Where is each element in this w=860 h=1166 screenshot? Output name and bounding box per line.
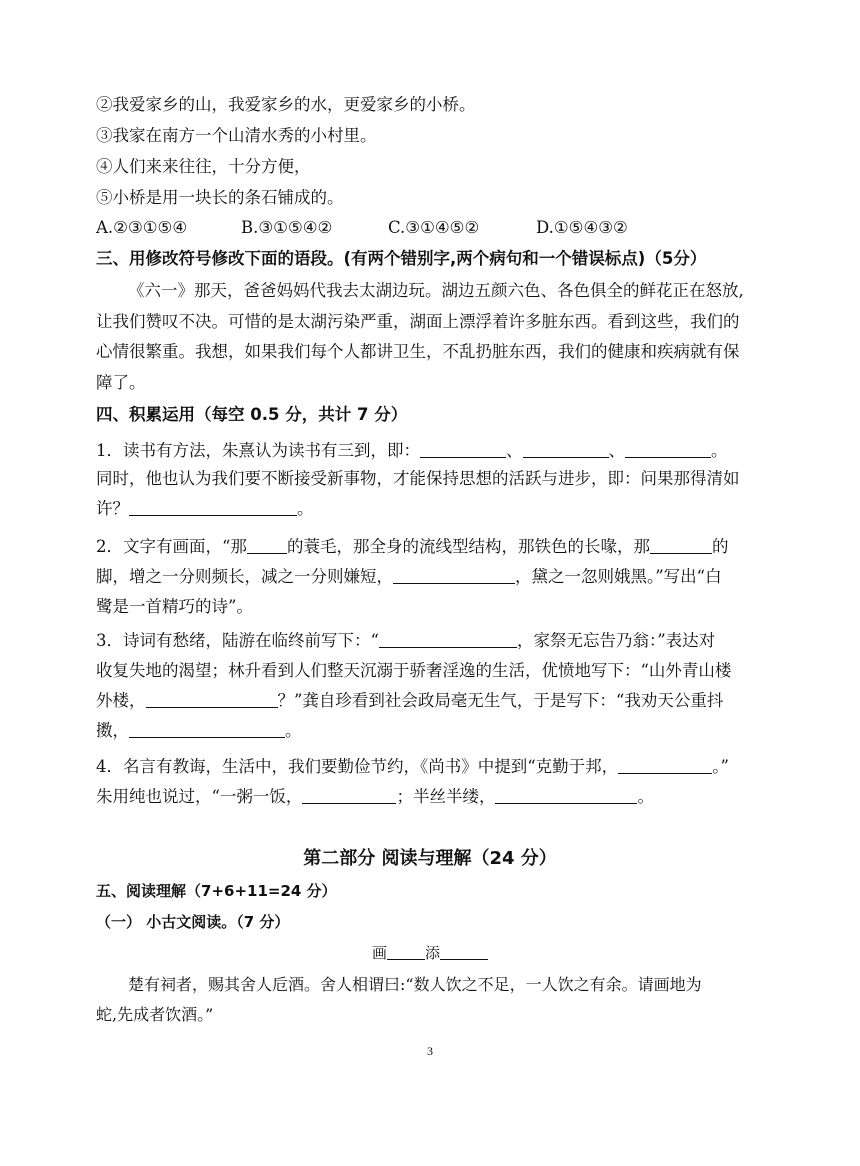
- q1-blank-4[interactable]: [129, 499, 297, 516]
- section3-line-1: 《六一》那天，爸爸妈妈代我去太湖边玩。湖边五颜六色、各色俱全的鲜花正在怒放,: [128, 281, 744, 300]
- passage-title-b: 添: [425, 944, 441, 962]
- q1-blank-1[interactable]: [420, 441, 506, 458]
- q1-line-1: [96, 440, 728, 462]
- option-b: B.③①⑤④②: [241, 218, 333, 237]
- q4-line-1: [96, 756, 729, 778]
- q4-text-a2: 。”: [712, 757, 729, 776]
- order-item-2: ②我爱家乡的山，我爱家乡的水，更爱家乡的小桥。: [96, 95, 476, 114]
- section3-line-2: 让我们赞叹不决。可惜的是太湖污染严重，湖面上漂浮着许多脏东西。看到这些，我们的: [96, 312, 740, 331]
- q4-text-b3: 。: [637, 787, 654, 806]
- q3-line-2: 收复失地的渴望；林升看到人们整天沉溺于骄奢淫逸的生活，优愤地写下：“山外青山楼: [96, 661, 732, 680]
- section5-heading: 五、阅读理解（7+6+11=24 分）: [96, 882, 337, 900]
- q1-text-c: 许？: [96, 499, 129, 518]
- q1-sep-2: 、: [608, 441, 625, 460]
- q2-text-a2: 的蓑毛，那全身的流线型结构，那铁色的长喙，那: [286, 537, 650, 556]
- q2-blank-1[interactable]: [247, 537, 287, 554]
- q1-blank-3[interactable]: [625, 441, 711, 458]
- order-item-3: ③我家在南方一个山清水秀的小村里。: [96, 126, 377, 145]
- q4-blank-2[interactable]: [302, 787, 396, 804]
- q2-text-b2: ，黛之一忽则娥黑。”写出“白: [515, 567, 722, 586]
- q2-text-a: 2．文字有画面，“那: [96, 537, 247, 556]
- page-number: 3: [427, 1044, 433, 1058]
- q2-blank-2[interactable]: [650, 537, 712, 554]
- q3-blank-1[interactable]: [379, 631, 517, 648]
- q2-line-1: [96, 536, 728, 558]
- part2-title: 第二部分 阅读与理解（24 分）: [303, 848, 557, 869]
- q2-line-3: 鹭是一首精巧的诗”。: [96, 597, 253, 616]
- q3-line-1: [96, 630, 715, 652]
- q3-blank-2[interactable]: [146, 691, 278, 708]
- option-d: D.①⑤④③②: [536, 218, 628, 237]
- sub1-heading: （一） 小古文阅读。（7 分）: [96, 913, 290, 931]
- q1-sep-1: 、: [506, 441, 523, 460]
- passage-line-1: 楚有祠者，赐其舍人卮酒。舍人相谓曰:“数人饮之不足，一人饮之有余。请画地为: [128, 975, 702, 994]
- q3-text-d: 擞，: [96, 721, 129, 740]
- order-item-4: ④人们来来往往，十分方便，: [96, 157, 311, 176]
- answer-options: [96, 217, 628, 239]
- q3-text-c2: ？”龚自珍看到社会政局毫无生气，于是写下：“我劝天公重抖: [277, 691, 724, 710]
- passage-title-a: 画: [371, 944, 387, 962]
- section3-line-4: 障了。: [96, 373, 146, 392]
- q1-end: 。: [711, 441, 728, 460]
- q2-line-2: [96, 566, 722, 588]
- q1-blank-2[interactable]: [523, 441, 609, 458]
- q3-blank-3[interactable]: [129, 721, 285, 738]
- q4-text-a: 4．名言有教诲，生活中，我们要勤俭节约，《尚书》中提到“克勤于邦，: [96, 757, 619, 776]
- option-c: C.③①④⑤②: [388, 218, 480, 237]
- passage-blank-1[interactable]: [387, 943, 425, 960]
- q4-line-2: [96, 786, 654, 808]
- q3-text-c: 外楼，: [96, 691, 146, 710]
- q1-line-3: [96, 498, 314, 520]
- q3-line-4: [96, 720, 302, 742]
- q4-text-b: 朱用纯也说过，“一粥一饭，: [96, 787, 303, 806]
- q1-c-end: 。: [297, 499, 314, 518]
- q2-text-a3: 的: [711, 537, 729, 556]
- q1-line-2: 同时，他也认为我们要不断接受新事物，才能保持思想的活跃与进步，即：问果那得清如: [96, 469, 740, 488]
- q3-line-3: [96, 690, 723, 712]
- order-item-5: ⑤小桥是用一块长的条石铺成的。: [96, 188, 344, 207]
- section4-heading: 四、积累运用（每空 0.5 分，共计 7 分）: [96, 405, 408, 424]
- q3-text-a2: ，家祭无忘告乃翁：”表达对: [516, 631, 716, 650]
- q2-blank-3[interactable]: [393, 567, 515, 584]
- passage-title: [0, 942, 860, 964]
- q3-text-d2: 。: [285, 721, 302, 740]
- q4-blank-3[interactable]: [495, 787, 637, 804]
- passage-blank-2[interactable]: [440, 943, 488, 960]
- section3-line-3: 心情很繁重。我想，如果我们每个人都讲卫生，不乱扔脏东西，我们的健康和疾病就有保: [96, 342, 740, 361]
- section3-heading: 三、用修改符号修改下面的语段。(有两个错别字,两个病句和一个错误标点)（5分）: [96, 249, 707, 268]
- q4-text-b2: ；半丝半缕，: [396, 787, 496, 806]
- q1-text-a: 1．读书有方法，朱熹认为读书有三到，即：: [96, 441, 420, 460]
- option-a: A.②③①⑤④: [96, 218, 188, 237]
- q4-blank-1[interactable]: [618, 757, 712, 774]
- passage-line-2: 蛇,先成者饮酒。”: [96, 1005, 214, 1024]
- q2-text-b: 脚，增之一分则频长，减之一分则嫌短，: [96, 567, 393, 586]
- q3-text-a: 3．诗词有愁绪，陆游在临终前写下：“: [96, 631, 379, 650]
